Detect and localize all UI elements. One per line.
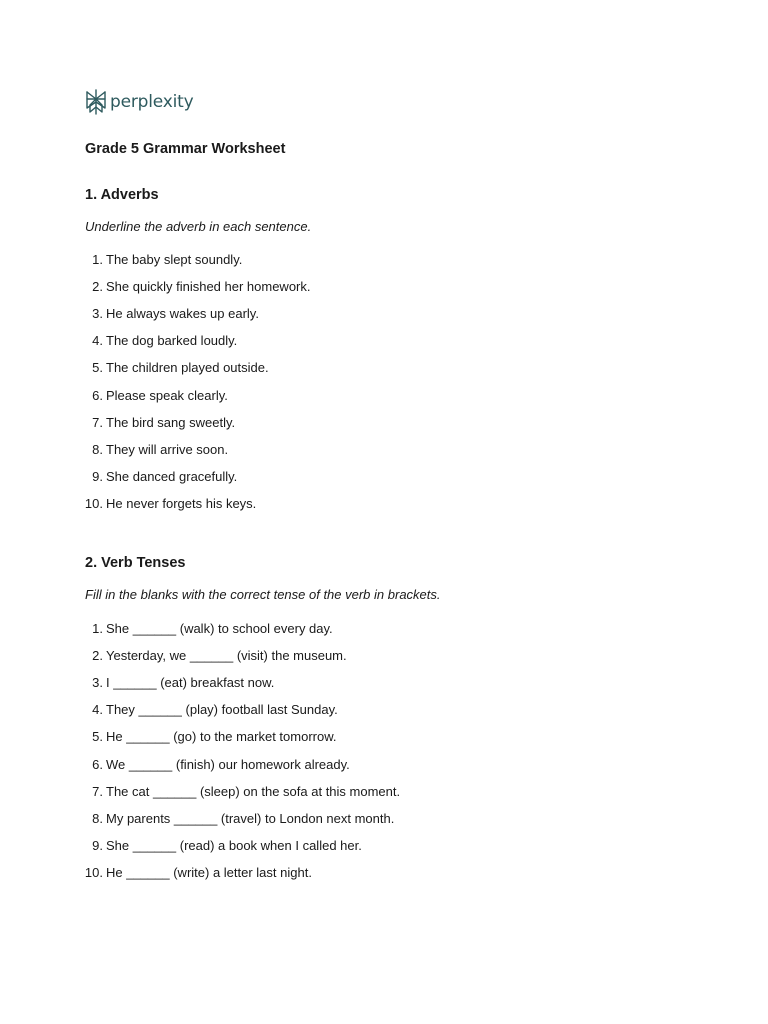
perplexity-logo-icon [85, 89, 107, 115]
question-item [0, 382, 311, 409]
question-item [0, 860, 400, 887]
question-number: 9. [92, 838, 103, 854]
question-item [0, 246, 311, 273]
question-number: 10. [84, 496, 103, 512]
section-adverbs-heading: 1. Adverbs [85, 187, 159, 203]
question-item [0, 464, 311, 491]
perplexity-logo [85, 89, 193, 115]
question-number: 7. [92, 783, 103, 799]
question-item [0, 805, 400, 832]
question-text: He ______ (write) a letter last night. [106, 865, 312, 881]
question-number: 4. [92, 333, 103, 349]
question-text: The bird sang sweetly. [106, 414, 236, 430]
question-item [0, 697, 400, 724]
brand-name: perplexity [110, 92, 194, 112]
question-text: I ______ (eat) breakfast now. [106, 674, 275, 690]
question-number: 10. [84, 865, 103, 881]
question-item [0, 615, 400, 642]
question-text: He never forgets his keys. [106, 496, 257, 512]
question-item [0, 778, 400, 805]
question-text: The dog barked loudly. [106, 333, 238, 349]
question-number: 5. [92, 360, 103, 376]
question-number: 1. [92, 620, 103, 636]
question-text: He always wakes up early. [106, 305, 259, 321]
question-number: 8. [92, 441, 103, 457]
question-text: We ______ (finish) our homework already. [106, 756, 350, 772]
question-item [0, 724, 400, 751]
verb-tenses-question-list [0, 615, 400, 887]
question-text: Yesterday, we ______ (visit) the museum. [106, 647, 347, 663]
question-number: 1. [92, 251, 103, 267]
question-text: The baby slept soundly. [106, 251, 243, 267]
section-adverbs-instructions: Underline the adverb in each sentence. [85, 219, 312, 234]
question-number: 7. [92, 414, 103, 430]
question-number: 9. [92, 469, 103, 485]
question-text: She ______ (walk) to school every day. [106, 620, 333, 636]
question-number: 3. [92, 674, 103, 690]
question-item [0, 642, 400, 669]
question-item [0, 751, 400, 778]
question-item [0, 409, 311, 436]
question-text: The children played outside. [106, 360, 269, 376]
question-number: 4. [92, 702, 103, 718]
question-item [0, 273, 311, 300]
question-item [0, 328, 311, 355]
adverbs-question-list [0, 246, 311, 518]
question-text: The cat ______ (sleep) on the sofa at this moment. [106, 783, 401, 799]
question-item [0, 669, 400, 696]
question-text: He ______ (go) to the market tomorrow. [106, 729, 337, 745]
section-verb-tenses-instructions: Fill in the blanks with the correct tense of the verb in brackets. [85, 587, 441, 602]
question-number: 3. [92, 305, 103, 321]
question-text: She danced gracefully. [106, 469, 238, 485]
question-text: Please speak clearly. [106, 387, 228, 403]
question-item [0, 436, 311, 463]
question-item [0, 355, 311, 382]
question-text: She ______ (read) a book when I called her. [106, 838, 362, 854]
question-number: 5. [92, 729, 103, 745]
question-number: 2. [92, 647, 103, 663]
question-item [0, 833, 400, 860]
question-number: 6. [92, 756, 103, 772]
question-text: They will arrive soon. [106, 441, 229, 457]
question-number: 8. [92, 810, 103, 826]
question-text: They ______ (play) football last Sunday. [106, 702, 338, 718]
section-verb-tenses-heading: 2. Verb Tenses [85, 555, 186, 571]
question-text: My parents ______ (travel) to London next month. [106, 810, 395, 826]
question-item [0, 491, 311, 518]
worksheet-title: Grade 5 Grammar Worksheet [85, 141, 286, 157]
question-text: She quickly finished her homework. [106, 278, 311, 294]
question-number: 2. [92, 278, 103, 294]
question-item [0, 300, 311, 327]
question-number: 6. [92, 387, 103, 403]
